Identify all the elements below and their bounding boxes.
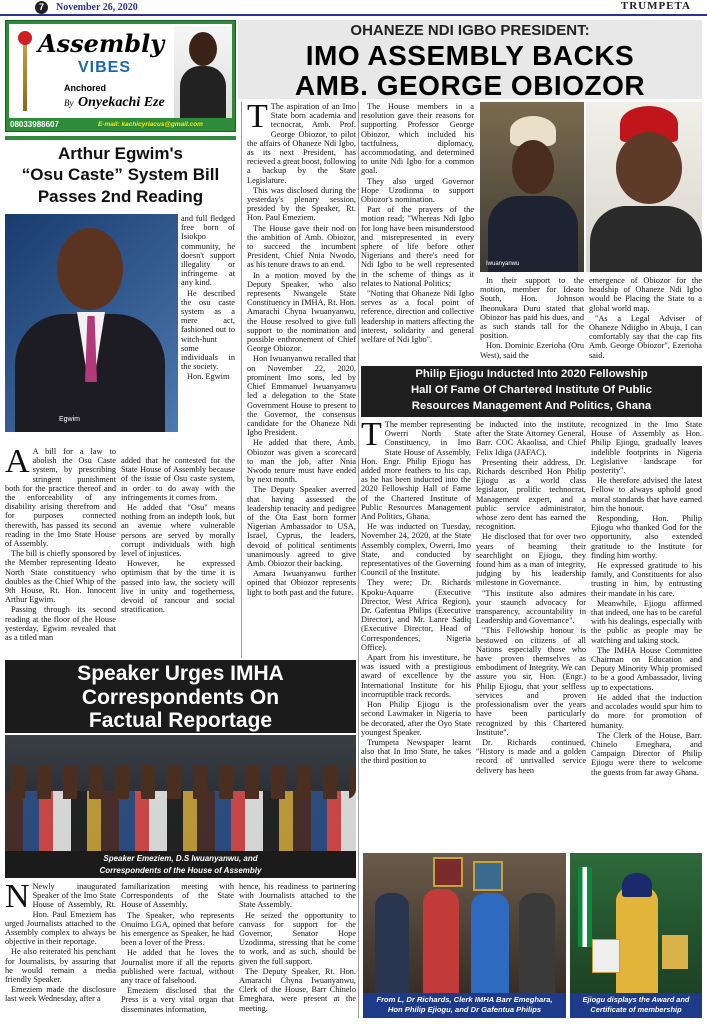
banner-phone: 08033988607 <box>10 120 59 129</box>
story1-headline <box>238 20 702 99</box>
iwuanyanwu-photo <box>480 102 584 272</box>
ejiogu-award-photo <box>570 853 702 1018</box>
story1-drop-cap: T <box>247 102 268 135</box>
correspondents-photo <box>5 735 356 878</box>
story4-headline-line1: Speaker Urges IMHA <box>77 662 284 685</box>
ejiogu-group-photo <box>363 853 566 1018</box>
story1-headline-line2: AMB. GEORGE OBIOZOR <box>294 70 646 99</box>
banner-email[interactable]: E-mail: kachicyriacus@gmail.com <box>98 121 203 128</box>
story2-headline <box>5 136 236 212</box>
story1-column-2: The House members in a resolution gave their reasons for supporting Professor George Obiozor, which included his tactfulness, diplomacy, accommodating, and determined to unite Ndi Igbo for a common goal. They also urged Governor Hope Uzodinma to support Obiozor's nomination. Part of the prayers of the motion read; "Whereas Ndi Igbo for long have been misunderstood and misrepresented in every sphere of life before other Nigerians and there's need for Ndi Igbo to be well represented in the scheme of things as it relates to National Politics; "Noting that Ohaneze Ndi Igbo serves as a focal point of reference, direction and collective leadership in matters affecting the interest, solidarity and general welfare of Ndi Igbo". <box>361 102 474 345</box>
story1-column-4: emergence of Obiozor for the headship of Ohaneze Ndi Igbo would be Placing the State to a global world map. "As a Legal Adviser of Ohaneze Ndiigbo in Abuja, I can comfortably say that the cap fits Amb. George Obiozor", Ezerioha said. <box>589 276 702 360</box>
correspondents-caption: Speaker Emeziem, D.S Iwuanyanwu, and Correspondents of the House of Assembly <box>5 851 356 878</box>
story3-column-1: T The member representing Owerri North State Constituency, in Imo State House of Assembly, Hon. Engr. Philip Ejiogu has added more feathers to his cap, as he has been inducted into the 2020 Fellowship Hall of Fame of the Chartered Institute of Public Resources Management And Politics, Ghana. He was inducted on Tuesday, November 24, 2020, at the State Assembly complex, Owerri, Imo State, and conducted by representatives of the Governing Council of the Institute. They were; Dr. Richards Kpoku-Aquarre (Executive Director, West Africa Region), Dr. Gafentua Philips (Executive Director), and Mr. Lanre Sadiq (Executive Director, Head of Correspondences, Nigeria Office). Apart from his investiture, he was issued with a prestigious award of excellence by the International Institute for his incorruptible track records. Hon Philip Ejiogu is the second Lawmaker in Nigeria to be decorated, after the Oyo State youngest Speaker. Trumpeta Newspaper learnt also that In Imo State, he takes the third position to <box>361 420 471 766</box>
story3-headline <box>361 366 702 417</box>
masthead-logo: TRUMPETA <box>617 0 695 12</box>
column-rule <box>358 102 359 1018</box>
ejiogu-award-caption: Ejiogu displays the Award and Certificate of membership <box>570 993 702 1018</box>
story2-drop-cap: A <box>5 447 30 480</box>
issue-date: November 26, 2020 <box>56 2 138 13</box>
story4-column-2: familiarization meeting with Correspondents of the State House of Assembly. The Speaker, who represents Onuimo LGA, opined that before his emergence as Speaker, he had been a lover of the Press. He added that he loves the Journalist more if all the reports published were factual, without any trace of falsehood. Emeziem disclosed that the Press is a very vital organ that disseminates information, <box>121 882 234 1014</box>
story4-column-3: hence, his readiness to partnering with Journalists attached to the State Assembly. He seized the opportunity to canvass for support for the Governor, Senator Hope Uzodinma, stressing that he come to work, and as such, should be given the full support. The Deputy Speaker, Rt. Hon. Amarachi Chyna Iwuanyanwu, Clerk of the House, Barr Chinelo Emeghara, were present at the meeting. <box>239 882 356 1013</box>
story3-headline-line1: Philip Ejiogu Inducted Into 2020 Fellowship <box>415 368 648 380</box>
column-rule <box>241 102 242 658</box>
story4-headline-line3: Factual Reportage <box>88 709 273 732</box>
page-number-badge: 7 <box>35 1 48 14</box>
page-header <box>0 0 707 16</box>
story3-drop-cap: T <box>361 420 382 453</box>
story3-headline-line2: Hall Of Fame Of Chartered Institute Of Public <box>410 384 653 396</box>
obiozor-photo <box>586 102 702 272</box>
story3-headline-line3: Resources Management And Politics, Ghana <box>411 400 652 412</box>
story2-headline-line1: Arthur Egwim's <box>58 144 183 163</box>
story1-column-3: In their support to the motion, member for Ideato South, Hon. Johnson Iheonukara Duru stated that Obiozor has paid his dues, and as such stands tall for the position. Hon. Dominic Ezerioha (Oru West), said the <box>480 276 584 360</box>
story2-column-2: added that he contested for the State House of Assembly because of the issue of Osu caste system, in order to do away with the infringements it comes from. He added that "Osu" means nothing from an indepth look, but an avenue where vulnerable persons are served by morally corrupt individuals with high level of injustices. However, he expressed optimism that by the time it is passed into law, the society will live in unity and togetherness, devoid of rancour and social stratification. <box>121 456 235 615</box>
story2-column-1: A A bill for a law to abolish the Osu Caste system, by prescribing stringent punishment both for the practice thereof and the enforceability of any disability arising therefrom and for purposes connected therewith, has passed its second reading in the Imo State House of Assembly. The bill is chiefly sponsored by the Member representing Ideato North State constituency who doubles as the Chief Whip of the 9th House, Rt. Hon. Innocent Arthur Egwim. Passing through its second reading at the floor of the House yesterday, Egwim revealed that as a titled man <box>5 447 116 643</box>
story4-column-1: N Newly inaugurated Speaker of the Imo State House of Assembly, Rt. Hon. Paul Emeziem has urged Journalists attached to the Assembly complex to always be objective in their reportage. He also reiterated his penchant for Journalists, by assuring that he would remain a media friendly Speaker. Emeziem made the disclosure last week Wednesday, after a <box>5 882 116 1004</box>
ejiogu-group-caption: From L, Dr Richards, Clerk IMHA Barr Emeghara, Hon Philip Ejiogu, and Dr Gafentua Philips <box>363 993 566 1018</box>
story2-side-column: and full fledged free born of Isiokpo community, he doesn't support illegality or infringeme at any kind. He described the osu caste system as a mere act, fashioned out to witch-hunt some individuals in the society. Hon. Egwim <box>181 214 235 382</box>
banner-anchored: Anchored <box>64 83 107 93</box>
story1-kicker: OHANEZE NDI IGBO PRESIDENT: <box>350 22 590 39</box>
story3-column-2: be inducted into the institute, after the State Attorney General, Barr. COC Akaolisa, and Chief Felix Idiga (JAFAC). Presenting their address, Dr. Richards described Hon Philip Ejiogu as a world class legislator, prolific technocrat, Management expert, and a public service administrator, whose zero dent has earned the recognition. He disclosed that for over two years of beaming their searchlight on Ejiogu, they found him as a man of integrity, judging by his leadership milestone in Governance. "This institute also admires your staunch advocacy for transparency, accountability in Leadership and Governance". "This Fellowship honour is bestowed on citizens of all Nations especially those who have proven themselves as embodiment of Integrity. We can assure you sir, Hon. (Engr.) Philip Ejiogu, that your selfless services and proven professionalism over the years have been particularly recognized by this Chartered Institute". Dr. Richards continued, "History is made and a golden record of unrivalled service delivery has been <box>476 420 586 775</box>
banner-author: Onyekachi Eze <box>78 95 165 110</box>
story2-headline-line3: Passes 2nd Reading <box>37 187 204 206</box>
banner-by: By <box>64 98 74 108</box>
story4-headline <box>5 660 356 733</box>
author-avatar <box>174 26 232 118</box>
mace-icon <box>18 31 32 111</box>
column-banner <box>5 20 236 132</box>
story1-column-1: T The aspiration of an Imo State born academia and tecnocrat, Amb. Prof. George Obiozor, to pilot the affairs of Ohaneze Ndi Igbo, as its next President, has recieved a great boost, following a backup by the State Legislature. This was disclosed during the yesterday's plenary session, presided by the Speaker, Rt. Hon. Paul Emeziem. The House gave their nod on the ambition of Amb. Obiozor, to succeed the incumbent President, Chief Nnia Nwodo, as his tenure draws to an end. In a motion moved by the Deputy Speaker, who also represents Nwangele State Constituency in IMHA, Rt. Hon. Amarachi Chyna Iwuanyanwu, the House resolved to give full support to the nomination and possible enthronement of Chief George Obiozor. Hon Iwuanyanwu recalled that on November 22, 2020, prominent Imo sons, led by Chief Emmanuel Iwuanyanwu led a delegation to the State Government House to present to the Governor, the consensus candidate for the Ohaneze Ndi Igbo President. He added that there, Amb. Obiozor was given a scorecard to man the job, after Nnia Nwodo tenure must have ended by next month. The Deputy Speaker averred that having assessed the leadership tenacity and pedigree of the Ota East born former Nigerian Ambassador to USA, Israel, Cyprus, the leaders, devoid of political sentiments unanimously agreed to give Amb. Obiozor their backing. Amara Iwuanyanwu further opined that Obiozor represents light to both past and the future. <box>247 102 356 597</box>
story4-drop-cap: N <box>5 882 30 915</box>
story4-headline-line2: Correspondents On <box>81 686 280 709</box>
banner-subtitle: VIBES <box>78 59 132 76</box>
story3-column-3: recognized in the Imo State House of Assembly as Hon. Philip Ejiogu, gradually leaves indelible footprints in Nigeria Legislative landscape for posterity". He therefore advised the latest Fellow to always uphold good moral standards that have earned him the honour. Responding, Hon. Philip Ejiogu who thanked God for the opportunity, also extended gratitude to the Institute for finding him worthy. He expressed gratitude to his family, and Constituents for also trusting in him, by entrusting their mandate in his care. Meanwhile, Ejiogu affirmed that indeed, one has to be careful with his dealings, especially with the public as people may be watching and taking stock. The IMHA House Committee Chairman on Education and Deputy Minority Whip promised to be a good Ambassador, living up to expectations. He added that the induction and accolades would spur him to do more for promotion of humanity. The Clerk of the House, Barr. Chinelo Emeghara, and Campaign Director of Philip Ejiogu were there to welcome the guests from far away Ghana. <box>591 420 702 777</box>
story1-headline-line1: IMO ASSEMBLY BACKS <box>305 40 635 71</box>
egwim-photo-label: Egwim <box>59 416 81 423</box>
iwuanyanwu-photo-label: Iwuanyanwu <box>486 261 520 267</box>
banner-title: Assembly <box>38 29 165 58</box>
egwim-photo <box>5 214 178 432</box>
story2-headline-line2: “Osu Caste” System Bill <box>21 165 220 184</box>
